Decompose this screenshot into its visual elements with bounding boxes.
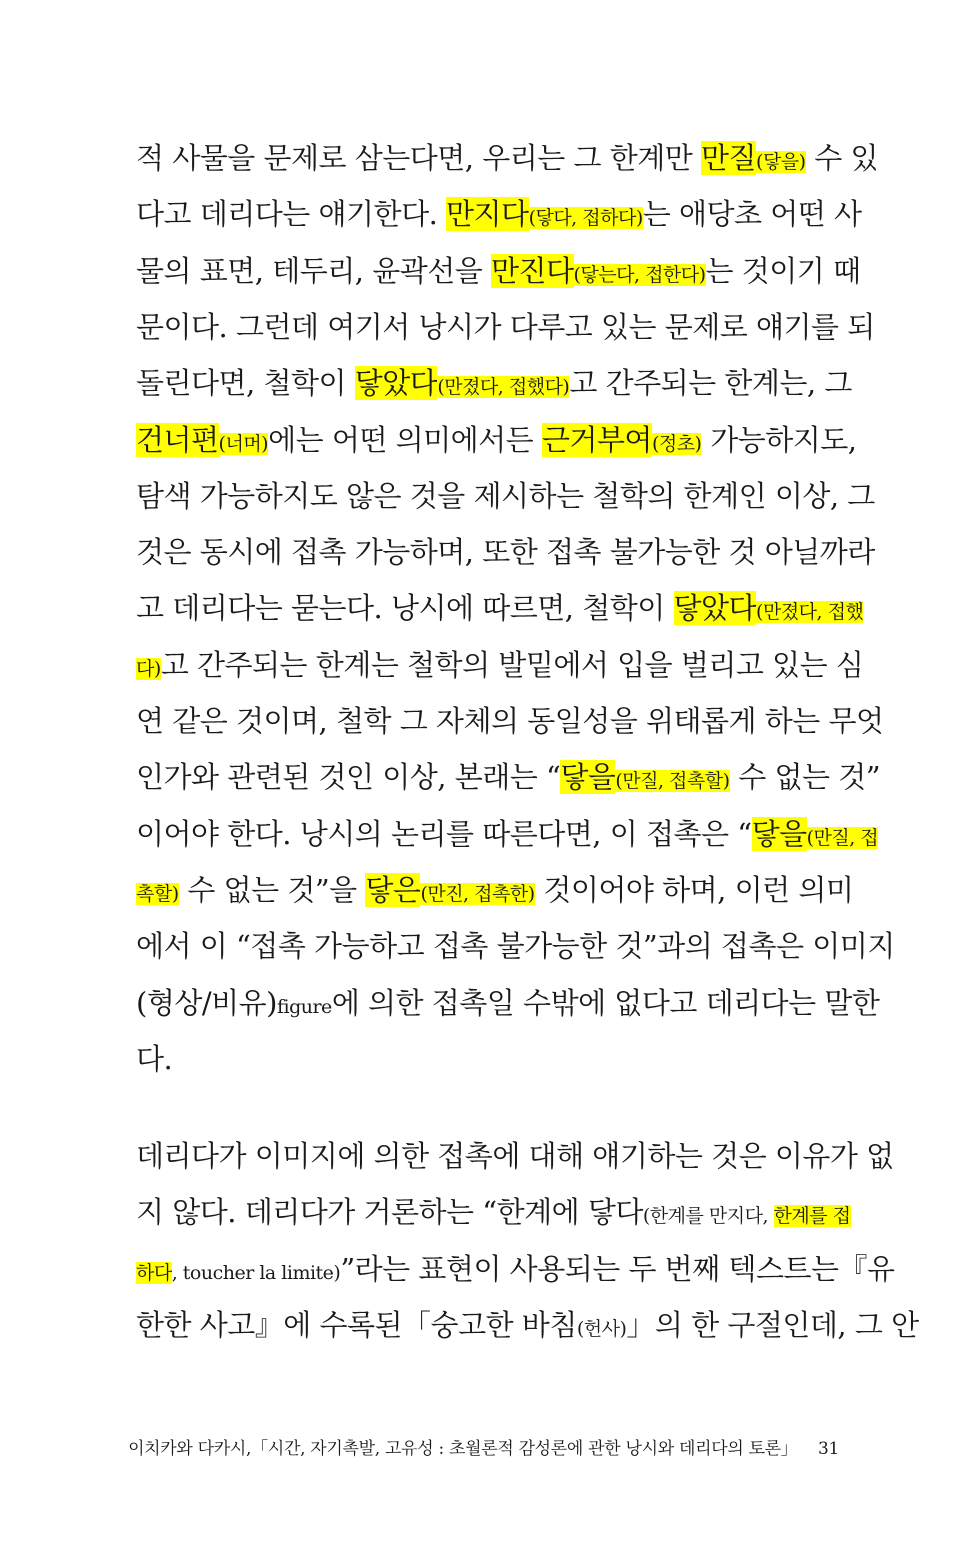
highlighted-text: 닿았다 xyxy=(673,591,757,625)
text-run: , toucher la limite) xyxy=(171,1262,341,1284)
text-line xyxy=(136,420,857,460)
highlighted-text: 한계를 접 xyxy=(773,1205,851,1227)
text-line xyxy=(136,814,879,854)
text-run: 에서 이 “접촉 가능하고 접촉 불가능한 것”과의 접촉은 이미지 xyxy=(136,929,895,963)
highlighted-text: 만진다 xyxy=(490,254,574,288)
highlighted-text: 닿았다 xyxy=(354,366,438,400)
text-line xyxy=(136,926,895,966)
highlighted-text: 건너편 xyxy=(136,423,219,457)
text-line xyxy=(136,757,881,797)
text-run: 적 사물을 문제로 삼는다면, 우리는 그 한계만 xyxy=(136,141,701,175)
highlighted-text: 닿을 xyxy=(751,817,807,851)
text-run: 지 않다. 데리다가 거론하는 “한계에 닿다 xyxy=(136,1195,643,1229)
highlighted-text: 하다 xyxy=(136,1262,172,1284)
text-run: 탐색 가능하지도 않은 것을 제시하는 철학의 한계인 이상, 그 xyxy=(136,479,875,513)
text-run: 연 같은 것이며, 철학 그 자체의 동일성을 위태롭게 하는 무엇 xyxy=(136,704,884,738)
text-line xyxy=(136,138,879,178)
highlighted-text: (만졌다, 접했다) xyxy=(437,376,570,398)
highlighted-text: 만지다 xyxy=(446,197,529,231)
text-run: 한한 사고』에 수록된「숭고한 바침 xyxy=(136,1308,577,1342)
text-run: 고 간주되는 한계는 철학의 발밑에서 입을 벌리고 있는 심 xyxy=(160,648,864,682)
text-run: 이어야 한다. 낭시의 논리를 따른다면, 이 접촉은 “ xyxy=(136,817,752,851)
page-number: 31 xyxy=(817,1439,839,1459)
highlighted-text: (닿다, 접하다) xyxy=(528,207,643,229)
highlighted-text: 닿은 xyxy=(365,873,421,907)
text-line xyxy=(136,645,864,685)
highlighted-text: 근거부여 xyxy=(541,423,652,457)
text-run: 수 없는 것” xyxy=(729,760,881,794)
highlighted-text: 닿을 xyxy=(560,760,616,794)
highlighted-text: 촉할) xyxy=(136,883,179,905)
text-run: 인가와 관련된 것인 이상, 본래는 “ xyxy=(136,760,561,794)
highlighted-text: (닿는다, 접한다) xyxy=(573,264,706,286)
highlighted-text: (만졌다, 접했 xyxy=(756,601,864,623)
highlighted-text: 만질 xyxy=(701,141,757,175)
text-run: 물의 표면, 테두리, 윤곽선을 xyxy=(136,254,491,288)
text-line xyxy=(136,194,862,234)
highlighted-text: (정초) xyxy=(651,433,702,455)
text-run: 는 애당초 어떤 사 xyxy=(642,197,862,231)
text-run: (한계를 만지다, xyxy=(642,1205,774,1227)
text-line xyxy=(136,1305,919,1345)
text-run: 수 없는 것”을 xyxy=(178,873,366,907)
highlighted-text: (만진, 접촉한) xyxy=(420,883,535,905)
text-run: 것은 동시에 접촉 가능하며, 또한 접촉 불가능한 것 아닐까라 xyxy=(136,535,875,569)
text-run: 는 것이기 때 xyxy=(705,254,861,288)
text-line xyxy=(136,363,852,403)
text-run: 고 간주되는 한계는, 그 xyxy=(569,366,852,400)
text-line xyxy=(136,870,854,910)
text-run: 다고 데리다는 얘기한다. xyxy=(136,197,447,231)
text-run: 문이다. 그런데 여기서 낭시가 다루고 있는 문제로 얘기를 되 xyxy=(136,310,875,344)
text-line xyxy=(136,251,861,291)
text-run: 수 있 xyxy=(805,141,879,175)
text-run: 돌린다면, 철학이 xyxy=(136,366,355,400)
text-run: 에 의한 접촉일 수밖에 없다고 데리다는 말한 xyxy=(331,986,880,1020)
text-run: 」의 한 구절인데, 그 안 xyxy=(626,1308,919,1342)
text-line xyxy=(136,476,875,516)
highlighted-text: (닿을) xyxy=(756,151,806,173)
text-line xyxy=(136,1136,894,1176)
text-line xyxy=(136,1249,895,1289)
text-line xyxy=(136,1192,851,1232)
text-run: 데리다가 이미지에 의한 접촉에 대해 얘기하는 것은 이유가 없 xyxy=(136,1139,894,1173)
text-run: ”라는 표현이 사용되는 두 번째 텍스트는『유 xyxy=(340,1252,895,1286)
text-run: (헌사) xyxy=(576,1318,627,1340)
text-run: figure xyxy=(276,996,332,1018)
highlighted-text: (만질, 접촉할) xyxy=(615,770,730,792)
text-line xyxy=(136,701,884,741)
text-run: 것이어야 하며, 이런 의미 xyxy=(534,873,854,907)
text-line xyxy=(136,307,875,347)
text-run: 다. xyxy=(136,1042,173,1076)
text-run: 고 데리다는 묻는다. 낭시에 따르면, 철학이 xyxy=(136,591,674,625)
highlighted-text: (너머) xyxy=(218,433,269,455)
running-title: 이치카와 다카시,「시간, 자기촉발, 고유성 : 초월론적 감성론에 관한 낭시와 데리다의 토론」 xyxy=(128,1439,798,1459)
highlighted-text: (만질, 접 xyxy=(806,827,879,849)
text-line xyxy=(136,588,864,628)
text-line xyxy=(136,1039,841,1079)
text-run: 가능하지도, xyxy=(701,423,857,457)
text-line xyxy=(136,532,875,572)
running-footer xyxy=(128,1437,839,1461)
highlighted-text: 다) xyxy=(136,658,161,680)
text-run: (형상/비유) xyxy=(136,986,277,1020)
text-line xyxy=(136,983,880,1023)
text-run: 에는 어떤 의미에서든 xyxy=(268,423,542,457)
